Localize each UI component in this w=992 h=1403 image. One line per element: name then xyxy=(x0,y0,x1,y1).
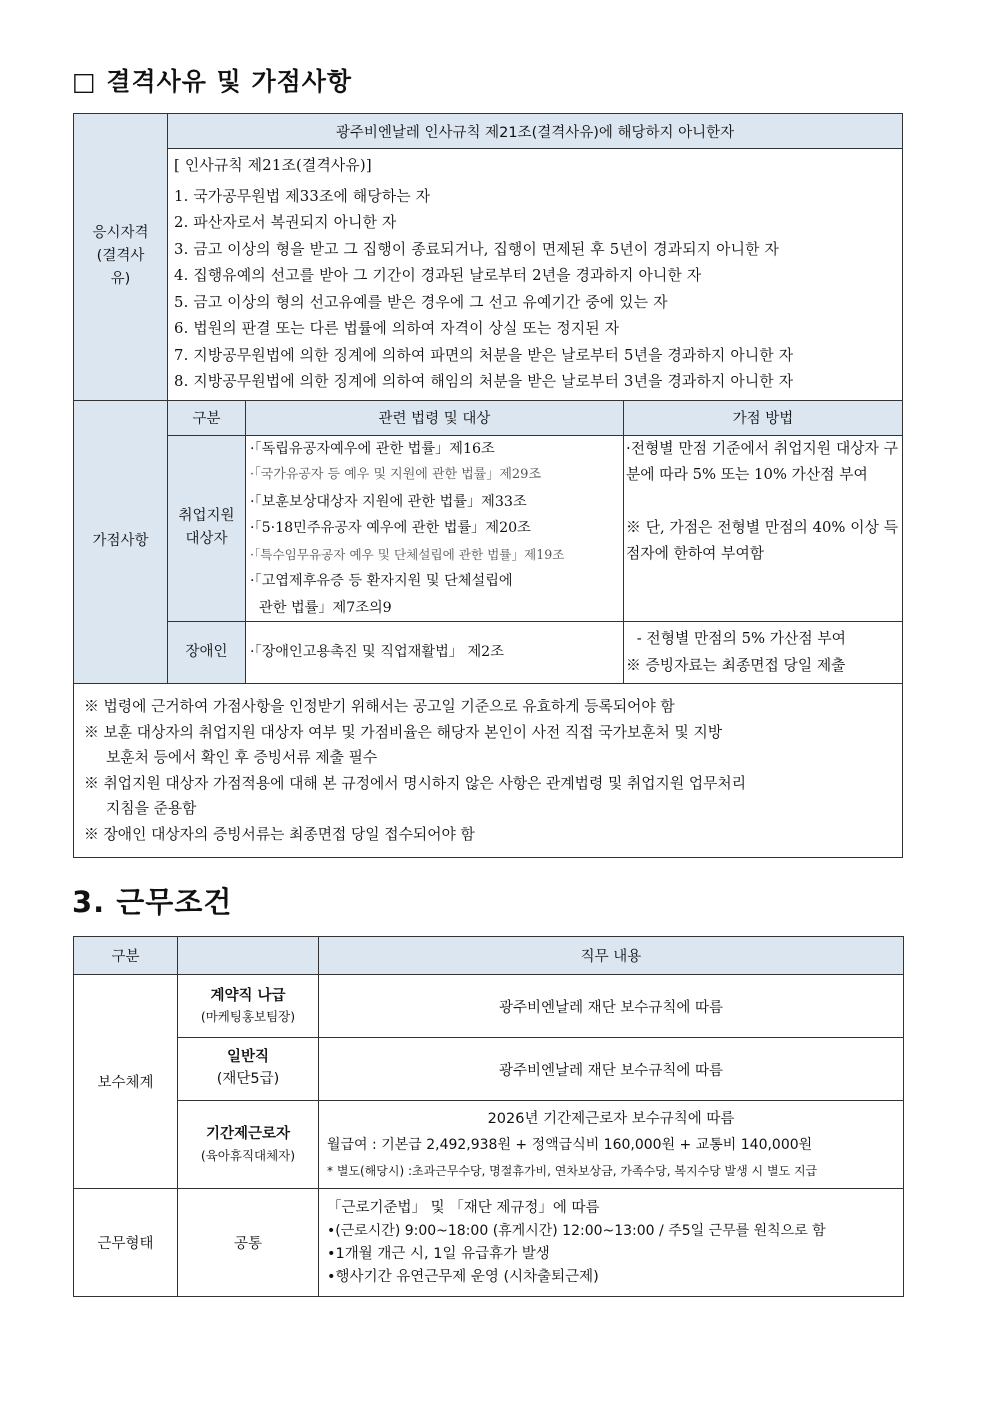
position-cell xyxy=(178,975,319,1038)
method-note: ※ 단, 가점은 전형별 만점의 40% 이상 득점자에 한하여 부여함 xyxy=(626,518,898,562)
col-duty: 직무 내용 xyxy=(319,937,904,975)
position-title: 계약직 나급 xyxy=(210,987,286,1004)
pay-rule: 2026년 기간제근로자 보수규칙에 따름 xyxy=(487,1110,735,1127)
position-sub: (마케팅홍보팀장) xyxy=(200,1008,296,1024)
method-text: ·전형별 만점 기준에서 취업지원 대상자 구분에 따라 5% 또는 10% 가산점 부여 xyxy=(626,439,898,483)
disabled-law: ·「장애인고용촉진 및 직업재활법」 제2조 xyxy=(246,622,624,684)
position-sub: (재단5급) xyxy=(216,1071,280,1087)
work-conditions-table xyxy=(73,936,904,1297)
work-line: •행사기간 유연근무제 운영 (시차출퇴근제) xyxy=(327,1268,599,1285)
col-category: 구분 xyxy=(168,400,246,435)
work-type-content xyxy=(319,1189,904,1297)
disabled-label: 장애인 xyxy=(168,622,246,684)
position-cell xyxy=(178,1101,319,1189)
law-item: ·「5·18민주유공자 예우에 관한 법률」제20조 xyxy=(250,520,531,536)
duty-content: 광주비엔날레 재단 보수규칙에 따름 xyxy=(319,975,904,1038)
disqualification-table xyxy=(73,113,903,858)
employment-laws xyxy=(246,435,624,622)
duty-content: 광주비엔날레 재단 보수규칙에 따름 xyxy=(319,1038,904,1101)
extra-allowance: * 별도(해당시) :초과근무수당, 명절휴가비, 연차보상금, 가족수당, 복지수당 발생 시 별도 지급 xyxy=(327,1163,818,1178)
section-title-work-conditions: 3. 근무조건 xyxy=(72,885,233,919)
position-sub: (육아휴직대체자) xyxy=(200,1148,296,1164)
law-item: ·「고엽제후유증 등 환자지원 및 단체설립에 xyxy=(250,573,513,589)
method-text: - 전형별 만점의 5% 가산점 부여 xyxy=(632,630,846,647)
note-item: ※ 취업지원 대상자 가점적용에 대해 본 규정에서 명시하지 않은 사항은 관계법령 및 취업지원 업무처리 xyxy=(84,774,746,792)
note-item: 지침을 준용함 xyxy=(106,800,197,817)
pay-system-label: 보수체계 xyxy=(74,975,178,1189)
disqualification-list xyxy=(168,149,903,401)
work-type-sub: 공통 xyxy=(178,1189,319,1297)
law-item: ·「특수임무유공자 예우 및 단체설립에 관한 법률」제19조 xyxy=(250,546,565,562)
list-item: 4. 집행유예의 선고를 받아 그 기간이 경과된 날로부터 2년을 경과하지 아니한 자 xyxy=(174,267,702,284)
list-item: 8. 지방공무원법에 의한 징계에 의하여 해임의 처분을 받은 날로부터 3년을 경과하지 아니한 자 xyxy=(174,373,794,390)
list-item: 6. 법원의 판결 또는 다른 법률에 의하여 자격이 상실 또는 정지된 자 xyxy=(174,320,620,337)
note-item: ※ 장애인 대상자의 증빙서류는 최종면접 당일 접수되어야 함 xyxy=(84,825,475,843)
notes-box xyxy=(74,684,903,858)
list-item: 3. 금고 이상의 형을 받고 그 집행이 종료되거나, 집행이 면제된 후 5년이 경과되지 아니한 자 xyxy=(174,240,779,258)
rule-reference: [ 인사규칙 제21조(결격사유)] xyxy=(174,157,372,174)
disabled-method xyxy=(624,622,903,684)
position-title: 기간제근로자 xyxy=(205,1125,291,1142)
note-item: 보훈처 등에서 확인 후 증빙서류 제출 필수 xyxy=(106,749,378,766)
monthly-salary: 월급여 : 기본급 2,492,938원 + 정액급식비 160,000원 + 교통비 140,000원 xyxy=(327,1136,813,1153)
note-item: ※ 법령에 근거하여 가점사항을 인정받기 위해서는 공고일 기준으로 유효하게 등록되어야 함 xyxy=(84,698,675,715)
position-cell xyxy=(178,1038,319,1101)
duty-content xyxy=(319,1101,904,1189)
list-item: 5. 금고 이상의 형의 선고유예를 받은 경우에 그 선고 유예기간 중에 있는 자 xyxy=(174,293,668,311)
law-item: ·「보훈보상대상자 지원에 관한 법률」제33조 xyxy=(250,493,527,510)
law-item: 관한 법률」제7조의9 xyxy=(250,599,392,616)
work-type-label: 근무형태 xyxy=(74,1189,178,1297)
note-item: ※ 보훈 대상자의 취업지원 대상자 여부 및 가점비율은 해당자 본인이 사전 직접 국가보훈처 및 지방 xyxy=(84,723,723,741)
employment-method xyxy=(624,435,903,622)
employment-support-label: 취업지원 대상자 xyxy=(168,435,246,622)
col-laws: 관련 법령 및 대상 xyxy=(246,400,624,435)
work-line: •(근로시간) 9:00~18:00 (휴게시간) 12:00~13:00 / 주5일 근무를 원칙으로 함 xyxy=(327,1222,826,1239)
method-note: ※ 증빙자료는 최종면접 당일 제출 xyxy=(626,656,846,674)
list-item: 1. 국가공무원법 제33조에 해당하는 자 xyxy=(174,187,431,205)
list-item: 7. 지방공무원법에 의한 징계에 의하여 파면의 처분을 받은 날로부터 5년을 경과하지 아니한 자 xyxy=(174,346,794,364)
col-method: 가점 방법 xyxy=(624,400,903,435)
qualification-label: 응시자격 (결격사 유) xyxy=(74,114,168,401)
col-category: 구분 xyxy=(74,937,178,975)
work-line: •1개월 개근 시, 1일 유급휴가 발생 xyxy=(327,1245,550,1262)
bonus-label: 가점사항 xyxy=(74,400,168,684)
work-line: 「근로기준법」 및 「재단 제규정」에 따름 xyxy=(327,1199,600,1216)
qualification-header: 광주비엔날레 인사규칙 제21조(결격사유)에 해당하지 아니한자 xyxy=(168,114,903,149)
position-title: 일반직 xyxy=(226,1049,270,1066)
law-item: ·「국가유공자 등 예우 및 지원에 관한 법률」제29조 xyxy=(250,467,542,482)
law-item: ·「독립유공자예우에 관한 법률」제16조 xyxy=(250,440,495,457)
section-title-disqualification: □ 결격사유 및 가점사항 xyxy=(72,67,353,96)
list-item: 2. 파산자로서 복권되지 아니한 자 xyxy=(174,214,397,231)
